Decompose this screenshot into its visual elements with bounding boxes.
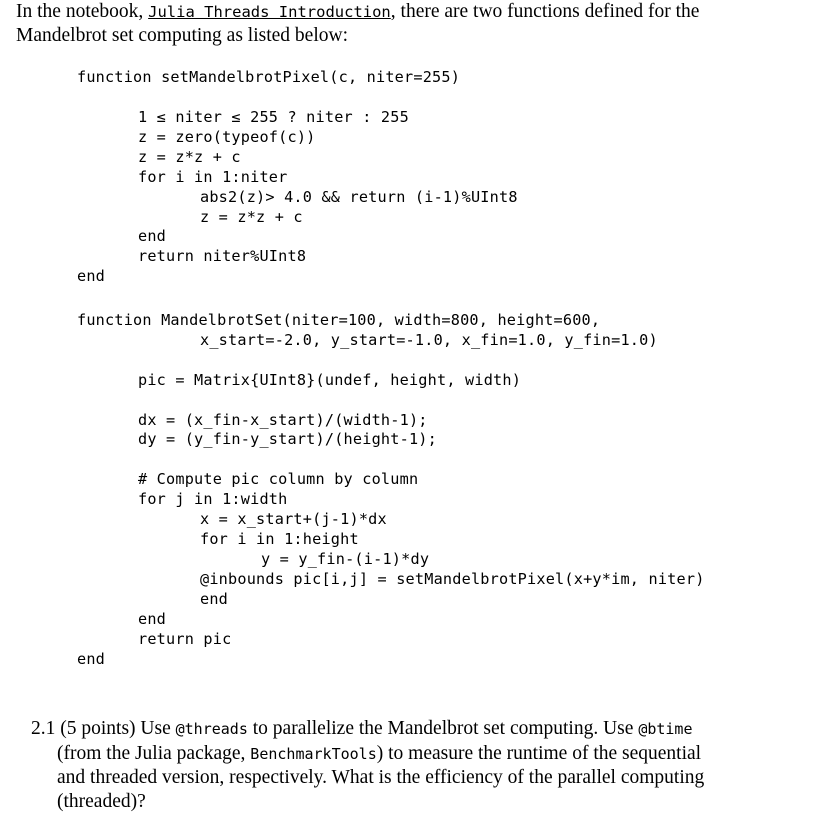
- code-line: x_start=-2.0, y_start=-1.0, x_fin=1.0, y_fin=1.0): [200, 331, 658, 349]
- code-line: function MandelbrotSet(niter=100, width=800, height=600,: [77, 311, 601, 329]
- question-line-4: (threaded)?: [57, 790, 146, 812]
- benchmarktools-package: BenchmarkTools: [250, 744, 377, 763]
- code-line: x = x_start+(j-1)*dx: [200, 510, 387, 528]
- code-line: z = z*z + c: [200, 208, 303, 226]
- question-number: 2.1: [31, 718, 56, 739]
- question-points: (5 points): [60, 718, 136, 739]
- code-line: for j in 1:width: [138, 490, 288, 508]
- intro-text-start: In the notebook,: [16, 1, 149, 22]
- code-line: for i in 1:niter: [138, 168, 288, 186]
- code-line: y = y_fin-(i-1)*dy: [261, 550, 430, 568]
- code-line: @inbounds pic[i,j] = setMandelbrotPixel(x+y*im, niter): [200, 570, 705, 588]
- code-line: end: [138, 610, 167, 628]
- code-line: end: [200, 590, 229, 608]
- code-line: end: [138, 227, 167, 245]
- threads-macro: @threads: [175, 720, 248, 738]
- code-line: dy = (y_fin-y_start)/(height-1);: [138, 430, 437, 448]
- intro-text-end: , there are two functions defined for the: [390, 1, 700, 22]
- question-line-3: and threaded version, respectively. What is the efficiency of the parallel computing: [57, 767, 705, 788]
- code-line: dx = (x_fin-x_start)/(width-1);: [138, 411, 428, 429]
- question-text: to parallelize the Mandelbrot set computing. Use: [252, 718, 634, 739]
- code-line: z = zero(typeof(c)): [138, 128, 316, 146]
- code-line: function setMandelbrotPixel(c, niter=255): [77, 68, 461, 86]
- code-line: for i in 1:height: [200, 530, 359, 548]
- code-line: end: [77, 267, 106, 285]
- notebook-link[interactable]: Julia Threads Introduction: [148, 3, 391, 21]
- code-line: return niter%UInt8: [138, 247, 307, 265]
- code-line: z = z*z + c: [138, 148, 241, 166]
- btime-macro: @btime: [638, 720, 693, 738]
- question-line-2: [31, 742, 801, 767]
- code-line: return pic: [138, 630, 232, 648]
- code-line: # Compute pic column by column: [138, 470, 419, 488]
- code-line: 1 ≤ niter ≤ 255 ? niter : 255: [138, 108, 409, 126]
- intro-line-2: Mandelbrot set computing as listed below:: [16, 25, 348, 46]
- code-line: abs2(z)> 4.0 && return (i-1)%UInt8: [200, 188, 518, 206]
- intro-paragraph: [16, 0, 826, 47]
- code-line: pic = Matrix{UInt8}(undef, height, width): [138, 371, 522, 389]
- question-text: (from the Julia package,: [57, 742, 246, 764]
- question-line-1: [31, 717, 801, 742]
- question-2-1: [31, 717, 801, 813]
- code-line: end: [77, 650, 106, 668]
- question-text: ) to measure the runtime of the sequential: [376, 742, 702, 764]
- question-text: Use: [140, 718, 171, 739]
